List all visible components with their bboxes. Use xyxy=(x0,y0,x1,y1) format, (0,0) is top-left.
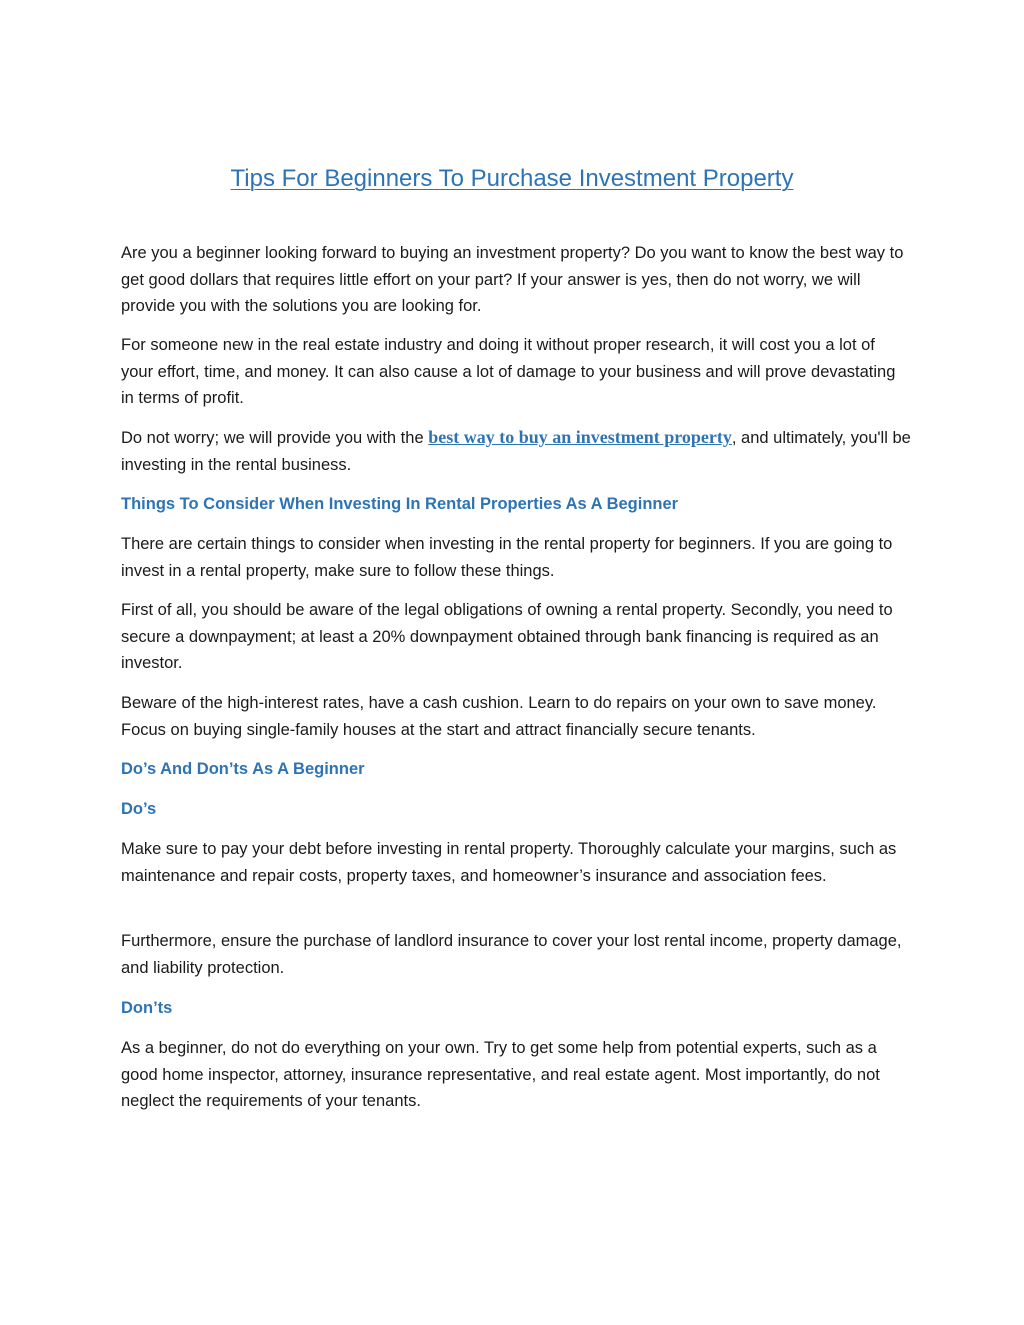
investment-property-link[interactable]: best way to buy an investment property xyxy=(428,427,732,447)
subheading-donts: Don’ts xyxy=(121,999,173,1017)
section-heading-considerations: Things To Consider When Investing In Rental Properties As A Beginner xyxy=(121,495,679,513)
intro-paragraph-3-start: Do not worry; we will provide you with the xyxy=(121,429,429,447)
considerations-paragraph-1: There are certain things to consider when investing in the rental property for beginners. If you are going to invest in a rental property, make sure to follow these things. xyxy=(121,535,893,580)
subheading-dos: Do’s xyxy=(121,800,157,818)
section-heading-dos-and-donts: Do’s And Don’ts As A Beginner xyxy=(121,760,365,778)
page-title: Tips For Beginners To Purchase Investment Property xyxy=(230,165,794,192)
intro-paragraph-3-end: , and ultimately, you'll be investing in the rental business. xyxy=(121,429,911,474)
intro-paragraph-3 xyxy=(121,424,911,478)
donts-paragraph-1: As a beginner, do not do everything on your own. Try to get some help from potential experts, such as a good home inspector, attorney, insurance representative, and real estate agent. Most importantly, do not neglect the requirements of your tenants. xyxy=(121,1039,880,1110)
intro-paragraph-2: For someone new in the real estate industry and doing it without proper research, it will cost you a lot of your effort, time, and money. It can also cause a lot of damage to your business and will prove devastating in terms of profit. xyxy=(121,336,896,407)
dos-paragraph-1: Make sure to pay your debt before investing in rental property. Thoroughly calculate your margins, such as maintenance and repair costs, property taxes, and homeowner’s insurance and association fees. xyxy=(121,840,897,885)
intro-paragraph-1: Are you a beginner looking forward to buying an investment property? Do you want to know the best way to get good dollars that requires little effort on your part? If your answer is yes, then do not worry, we will provide you with the solutions you are looking for. xyxy=(121,244,904,315)
dos-paragraph-2: Furthermore, ensure the purchase of landlord insurance to cover your lost rental income, property damage, and liability protection. xyxy=(121,932,902,977)
considerations-paragraph-2: First of all, you should be aware of the legal obligations of owning a rental property. Secondly, you need to secure a downpayment; at least a 20% downpayment obtained through bank financing is required as an investor. xyxy=(121,601,893,672)
considerations-paragraph-3: Beware of the high-interest rates, have a cash cushion. Learn to do repairs on your own to save money. Focus on buying single-family houses at the start and attract financially secure tenants. xyxy=(121,694,877,739)
